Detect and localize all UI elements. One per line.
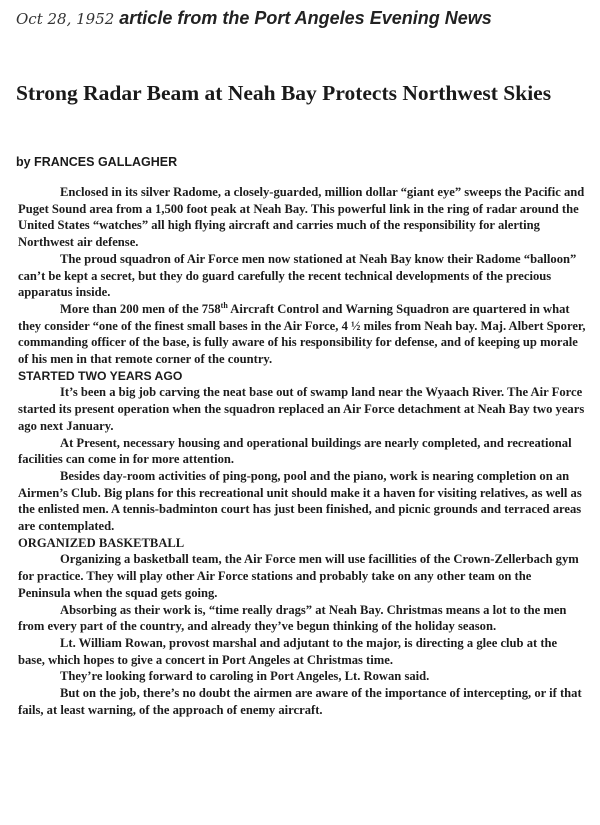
paragraph-10: They’re looking forward to caroling in Port Angeles, Lt. Rowan said. xyxy=(60,669,430,684)
paragraph-1: Enclosed in its silver Radome, a closely-guarded, million dollar “giant eye” sweeps the Pacific and Puget Sound area from a 1,500 foot peak at Neah Bay. This powerful link in the ring of radar around the United States “watches” all high flying aircraft and carries much of the responsibility for alerting Northwest air defense. xyxy=(18,185,585,250)
paragraph-2: The proud squadron of Air Force men now stationed at Neah Bay know their Radome “balloon” can’t be kept a secret, but they do guard carefully the recent technical developments of the precious apparatus inside. xyxy=(18,251,577,300)
section-heading-basketball: ORGANIZED BASKETBALL xyxy=(18,535,185,550)
source-header xyxy=(16,8,492,29)
source-label: article from the Port Angeles Evening News xyxy=(114,8,492,28)
paragraph-11: But on the job, there’s no doubt the airmen are aware of the importance of intercepting, or if that fails, at least warning, of the approach of enemy aircraft. xyxy=(18,686,582,717)
paragraph-3 xyxy=(18,301,586,368)
publication-date: Oct 28, 1952 xyxy=(16,10,115,28)
article-body xyxy=(18,184,586,719)
ordinal-suffix: th xyxy=(220,300,228,310)
paragraph-3-rest: Aircraft Control and Warning Squadron are quartered in what they consider “one of the finest small bases in the Air Force, 4 ½ miles from Neah bay. Maj. Albert Sporer, commanding officer of the base, is fully aware of his responsibility for defense, and of keeping up morale of his men in that remote corner of the country. xyxy=(18,301,586,367)
paragraph-4: It’s been a big job carving the neat base out of swamp land near the Wyaach River. The Air Force started its present operation when the squadron replaced an Air Force detachment at Neah Bay two years ago next January. xyxy=(18,385,585,433)
paragraph-8: Absorbing as their work is, “time really drags” at Neah Bay. Christmas means a lot to the men from every part of the country, and already they’ve begun thinking of the holiday season. xyxy=(18,602,567,634)
article-title: Strong Radar Beam at Neah Bay Protects Northwest Skies xyxy=(16,81,552,105)
paragraph-5: At Present, necessary housing and operational buildings are nearly completed, and recreational facilities can come in for more attention. xyxy=(18,435,572,467)
paragraph-7: Organizing a basketball team, the Air Force men will use facillities of the Crown-Zellerbach gym for practice. They will play other Air Force stations and probably take on any other team on the Peninsula when the squad gets going. xyxy=(18,552,579,600)
paragraph-3-start: More than 200 men of the 758 xyxy=(60,301,221,316)
article-byline: by FRANCES GALLAGHER xyxy=(16,155,178,169)
section-heading-started: STARTED TWO YEARS AGO xyxy=(18,368,183,383)
paragraph-9: Lt. William Rowan, provost marshal and adjutant to the major, is directing a glee club at the base, which hopes to give a concert in Port Angeles at Christmas time. xyxy=(18,635,558,667)
paragraph-6: Besides day-room activities of ping-pong, pool and the piano, work is nearing completion on an Airmen’s Club. Big plans for this recreational unit should make it a haven for visiting relatives, as well as the enlisted men. A tennis-badminton court has just been finished, and picnic grounds and terraced areas are contemplated. xyxy=(18,468,582,534)
